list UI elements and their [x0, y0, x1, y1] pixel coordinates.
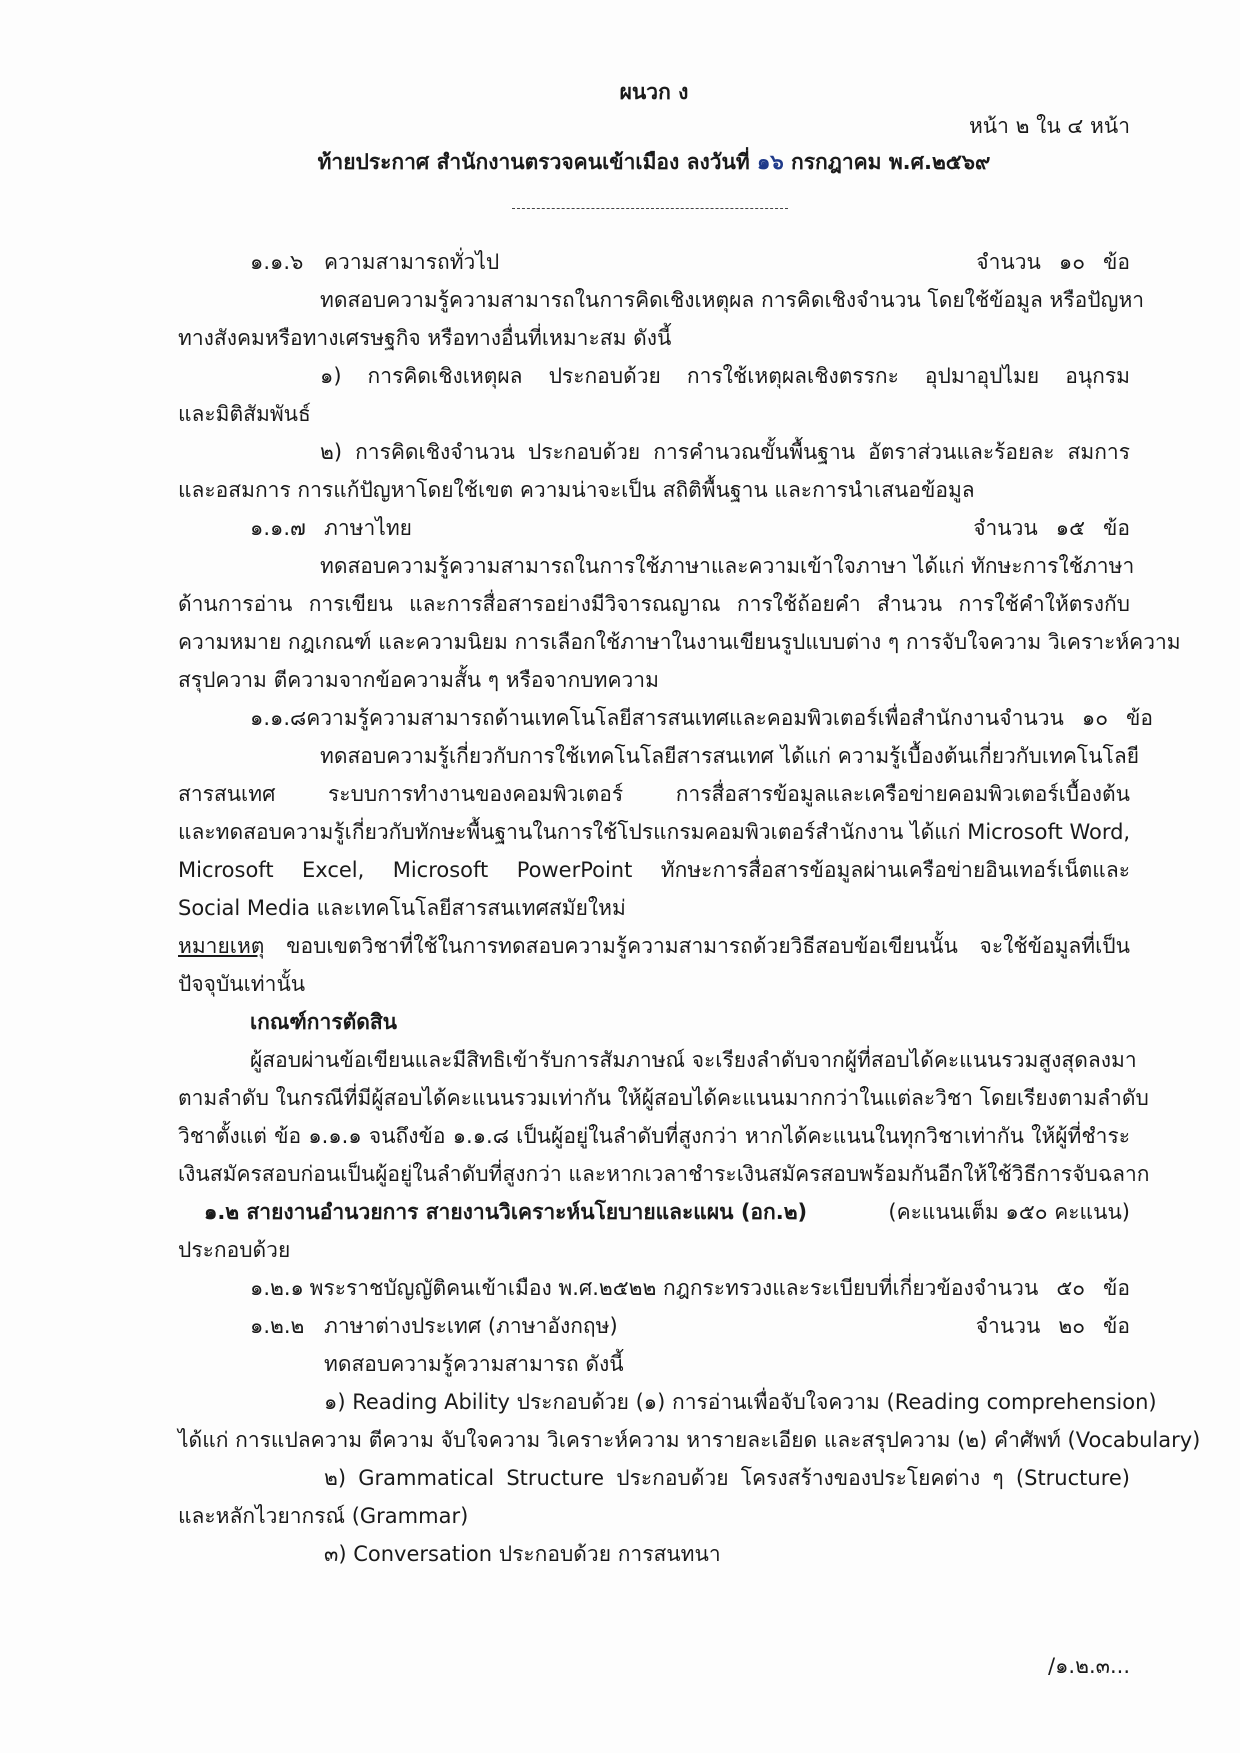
note-line-2: ปัจจุบันเท่านั้น — [178, 972, 306, 996]
section-heading-12 — [204, 1192, 1130, 1232]
page-number: หน้า ๒ ใน ๔ หน้า — [968, 114, 1130, 138]
list-item: ๒) Grammatical Structure ประกอบด้วย โครงสร้างของประโยคต่าง ๆ (Structure) — [324, 1466, 1130, 1490]
paragraph-line: ทดสอบความรู้ความสามารถ ดังนี้ — [324, 1352, 624, 1376]
section-heading-118 — [178, 698, 1154, 738]
list-item: ๒) การคิดเชิงจำนวน ประกอบด้วย การคำนวณขั้นพื้นฐาน อัตราส่วนและร้อยละ สมการ — [320, 440, 1130, 464]
list-item: ๑) การคิดเชิงเหตุผล ประกอบด้วย การใช้เหตุผลเชิงตรรกะ อุปมาอุปไมย อนุกรม — [320, 364, 1130, 388]
section-heading-116 — [178, 242, 1130, 282]
section-name: พระราชบัญญัติคนเข้าเมือง พ.ศ.๒๕๒๒ กฎกระทรวงและระเบียบที่เกี่ยวข้อง — [309, 1276, 974, 1300]
section-code: ๑.๒.๑ — [250, 1276, 304, 1300]
question-count: จำนวน ๒๐ ข้อ — [975, 1314, 1130, 1338]
consists-of: ประกอบด้วย — [178, 1238, 291, 1262]
paragraph-line: ตามลำดับ ในกรณีที่มีผู้สอบได้คะแนนรวมเท่ากัน ให้ผู้สอบได้คะแนนมากกว่าในแต่ละวิชา โดยเรียงตามลำดับ — [178, 1086, 1149, 1110]
section-name: ความรู้ความสามารถด้านเทคโนโลยีสารสนเทศและคอมพิวเตอร์เพื่อสำนักงาน — [306, 706, 1000, 730]
section-code: ๑.๑.๘ — [250, 706, 307, 730]
section-code: ๑.๑.๗ — [250, 516, 306, 540]
section-name: ความสามารถทั่วไป — [324, 250, 500, 274]
paragraph-line: และมิติสัมพันธ์ — [178, 402, 311, 426]
list-item: ๑) Reading Ability ประกอบด้วย (๑) การอ่านเพื่อจับใจความ (Reading comprehension) — [324, 1390, 1157, 1414]
paragraph-line: ทดสอบความรู้ความสามารถในการคิดเชิงเหตุผล การคิดเชิงจำนวน โดยใช้ข้อมูล หรือปัญหา — [320, 288, 1145, 312]
question-count: จำนวน ๑๐ ข้อ — [999, 706, 1154, 730]
question-count: จำนวน ๑๕ ข้อ — [973, 516, 1130, 540]
annex-label: ผนวก ง — [619, 80, 689, 104]
section-code: ๑.๒.๒ — [250, 1314, 305, 1338]
paragraph-line: เงินสมัครสอบก่อนเป็นผู้อยู่ในลำดับที่สูงกว่า และหากเวลาชำระเงินสมัครสอบพร้อมกันอีกให้ใช้วิธีการจับฉลาก — [178, 1162, 1150, 1186]
note-line — [178, 926, 1130, 966]
paragraph-line: และทดสอบความรู้เกี่ยวกับทักษะพื้นฐานในการใช้โปรแกรมคอมพิวเตอร์สำนักงาน ได้แก่ Microsoft Word, — [178, 820, 1131, 844]
title-day: ๑๖ — [757, 150, 784, 174]
section-title: ๑.๒ สายงานอำนวยการ สายงานวิเคราะห์นโยบายและแผน (อก.๒) — [204, 1200, 808, 1224]
section-name: ภาษาไทย — [324, 516, 412, 540]
paragraph-line: และหลักไวยากรณ์ (Grammar) — [178, 1504, 469, 1528]
paragraph-line: ผู้สอบผ่านข้อเขียนและมีสิทธิเข้ารับการสัมภาษณ์ จะเรียงลำดับจากผู้ที่สอบได้คะแนนรวมสูงสุดลงมา — [250, 1048, 1137, 1072]
section-heading-117 — [178, 508, 1130, 548]
paragraph-line: ทดสอบความรู้เกี่ยวกับการใช้เทคโนโลยีสารสนเทศ ได้แก่ ความรู้เบื้องต้นเกี่ยวกับเทคโนโลยี — [320, 744, 1139, 768]
question-count: จำนวน ๕๐ ข้อ — [973, 1276, 1130, 1300]
full-score: (คะแนนเต็ม ๑๕๐ คะแนน) — [888, 1200, 1130, 1224]
note-text: ขอบเขตวิชาที่ใช้ในการทดสอบความรู้ความสามารถด้วยวิธีสอบข้อเขียนนั้น จะใช้ข้อมูลที่เป็น — [286, 934, 1130, 958]
paragraph-line: Social Media และเทคโนโลยีสารสนเทศสมัยใหม่ — [178, 896, 626, 920]
title-prefix: ท้ายประกาศ สำนักงานตรวจคนเข้าเมือง ลงวันที่ — [317, 150, 750, 174]
note-label: หมายเหตุ — [178, 934, 265, 958]
paragraph-line: ความหมาย กฎเกณฑ์ และความนิยม การเลือกใช้ภาษาในงานเขียนรูปแบบต่าง ๆ การจับใจความ วิเคราะห์ความ — [178, 630, 1181, 654]
announcement-title — [178, 142, 1130, 182]
paragraph-line: และอสมการ การแก้ปัญหาโดยใช้เขต ความน่าจะเป็น สถิติพื้นฐาน และการนำเสนอข้อมูล — [178, 478, 975, 502]
paragraph-line: ทางสังคมหรือทางเศรษฐกิจ หรือทางอื่นที่เหมาะสม ดังนี้ — [178, 326, 672, 350]
header-divider — [512, 208, 788, 209]
paragraph-line: ทดสอบความรู้ความสามารถในการใช้ภาษาและความเข้าใจภาษา ได้แก่ ทักษะการใช้ภาษา — [320, 554, 1135, 578]
paragraph-line: สารสนเทศ ระบบการทำงานของคอมพิวเตอร์ การสื่อสารข้อมูลและเครือข่ายคอมพิวเตอร์เบื้องต้น — [178, 782, 1130, 806]
section-code: ๑.๑.๖ — [250, 250, 304, 274]
paragraph-line: วิชาตั้งแต่ ข้อ ๑.๑.๑ จนถึงข้อ ๑.๑.๘ เป็นผู้อยู่ในลำดับที่สูงกว่า หากได้คะแนนในทุกวิชาเท่ากัน ให้ผู้ที่ชำระ — [178, 1124, 1130, 1148]
paragraph-line: สรุปความ ตีความจากข้อความสั้น ๆ หรือจากบทความ — [178, 668, 659, 692]
continuation-marker: /๑.๒.๓... — [1048, 1654, 1130, 1678]
list-item: ๓) Conversation ประกอบด้วย การสนทนา — [324, 1542, 721, 1566]
section-name: ภาษาต่างประเทศ (ภาษาอังกฤษ) — [324, 1314, 618, 1338]
section-heading-122 — [178, 1306, 1130, 1346]
paragraph-line: ได้แก่ การแปลความ ตีความ จับใจความ วิเคราะห์ความ หารายละเอียด และสรุปความ (๒) คำศัพท์ (Vocabulary) — [178, 1428, 1201, 1452]
paragraph-line: Microsoft Excel, Microsoft PowerPoint ทักษะการสื่อสารข้อมูลผ่านเครือข่ายอินเทอร์เน็ตและ — [178, 858, 1130, 882]
section-heading-121 — [178, 1268, 1130, 1308]
paragraph-line: ด้านการอ่าน การเขียน และการสื่อสารอย่างมีวิจารณญาณ การใช้ถ้อยคำ สำนวน การใช้คำให้ตรงกับ — [178, 592, 1130, 616]
question-count: จำนวน ๑๐ ข้อ — [976, 250, 1130, 274]
title-suffix: กรกฎาคม พ.ศ.๒๕๖๙ — [791, 150, 991, 174]
criteria-heading: เกณฑ์การตัดสิน — [250, 1010, 398, 1034]
